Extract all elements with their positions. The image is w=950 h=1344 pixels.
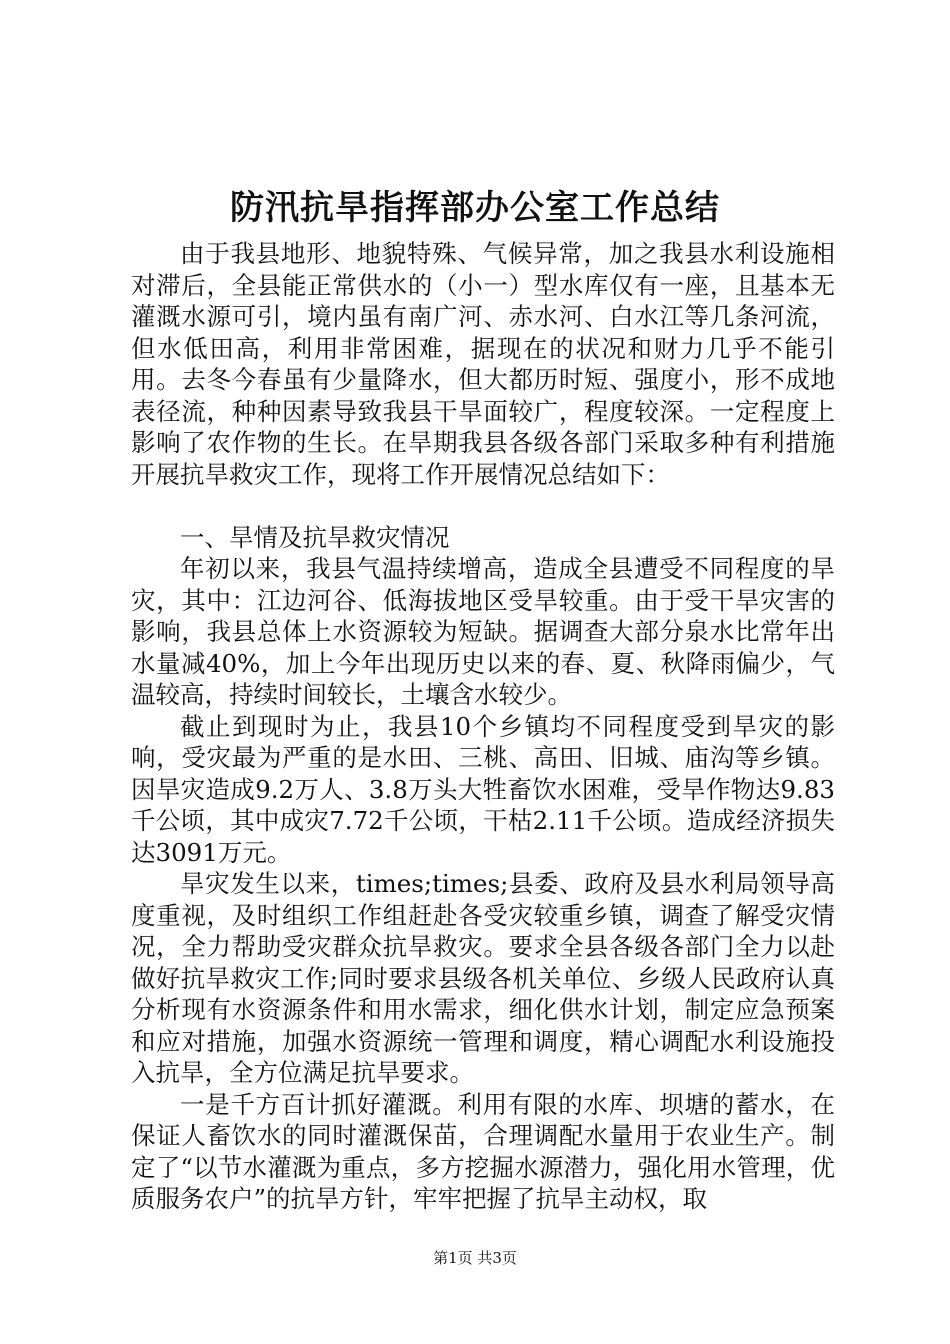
- body-paragraph: 年初以来，我县气温持续增高，造成全县遭受不同程度的旱灾，其中：江边河谷、低海拔地区受旱较重。由于受干旱灾害的影响，我县总体上水资源较为短缺。据调查大部分泉水比常年出水量减40%，加上今年出现历史以来的春、夏、秋降雨偏少，气温较高，持续时间较长，土壤含水较少。: [131, 554, 835, 709]
- body-paragraph: 截止到现时为止，我县10个乡镇均不同程度受到旱灾的影响，受灾最为严重的是水田、三桃、高田、旧城、庙沟等乡镇。因旱灾造成9.2万人、3.8万头大牲畜饮水困难，受旱作物达9.83千公顷，其中成灾7.72千公顷，干枯2.11千公顷。造成经济损失达3091万元。: [131, 711, 835, 867]
- body-paragraph: 旱灾发生以来，times;times;县委、政府及县水利局领导高度重视，及时组织工作组赶赴各受灾较重乡镇，调查了解受灾情况，全力帮助受灾群众抗旱救灾。要求全县各级各部门全力以赴做好抗旱救灾工作;同时要求县级各机关单位、乡级人民政府认真分析现有水资源条件和用水需求，细化供水计划，制定应急预案和应对措施，加强水资源统一管理和调度，精心调配水利设施投入抗旱，全方位满足抗旱要求。: [131, 869, 835, 1087]
- document-body: [131, 238, 835, 1215]
- document-title: 防汛抗旱指挥部办公室工作总结: [230, 188, 720, 228]
- intro-paragraph: 由于我县地形、地貌特殊、气候异常，加之我县水利设施相对滞后，全县能正常供水的（小一）型水库仅有一座，且基本无灌溉水源可引，境内虽有南广河、赤水河、白水江等几条河流，但水低田高，利用非常困难，据现在的状况和财力几乎不能引用。去冬今春虽有少量降水，但大都历时短、强度小，形不成地表径流，种种因素导致我县干旱面较广，程度较深。一定程度上影响了农作物的生长。在旱期我县各级各部门采取多种有利措施开展抗旱救灾工作，现将工作开展情况总结如下：: [131, 239, 835, 489]
- body-paragraph: 一是千方百计抓好灌溉。利用有限的水库、坝塘的蓄水，在保证人畜饮水的同时灌溉保苗，合理调配水量用于农业生产。制定了“以节水灌溉为重点，多方挖掘水源潜力，强化用水管理，优质服务农户”的抗旱方针，牢牢把握了抗旱主动权，取: [131, 1089, 835, 1213]
- page-number-footer: 第1页 共3页: [433, 1249, 517, 1267]
- section-heading: 一、旱情及抗旱救灾情况: [180, 522, 450, 552]
